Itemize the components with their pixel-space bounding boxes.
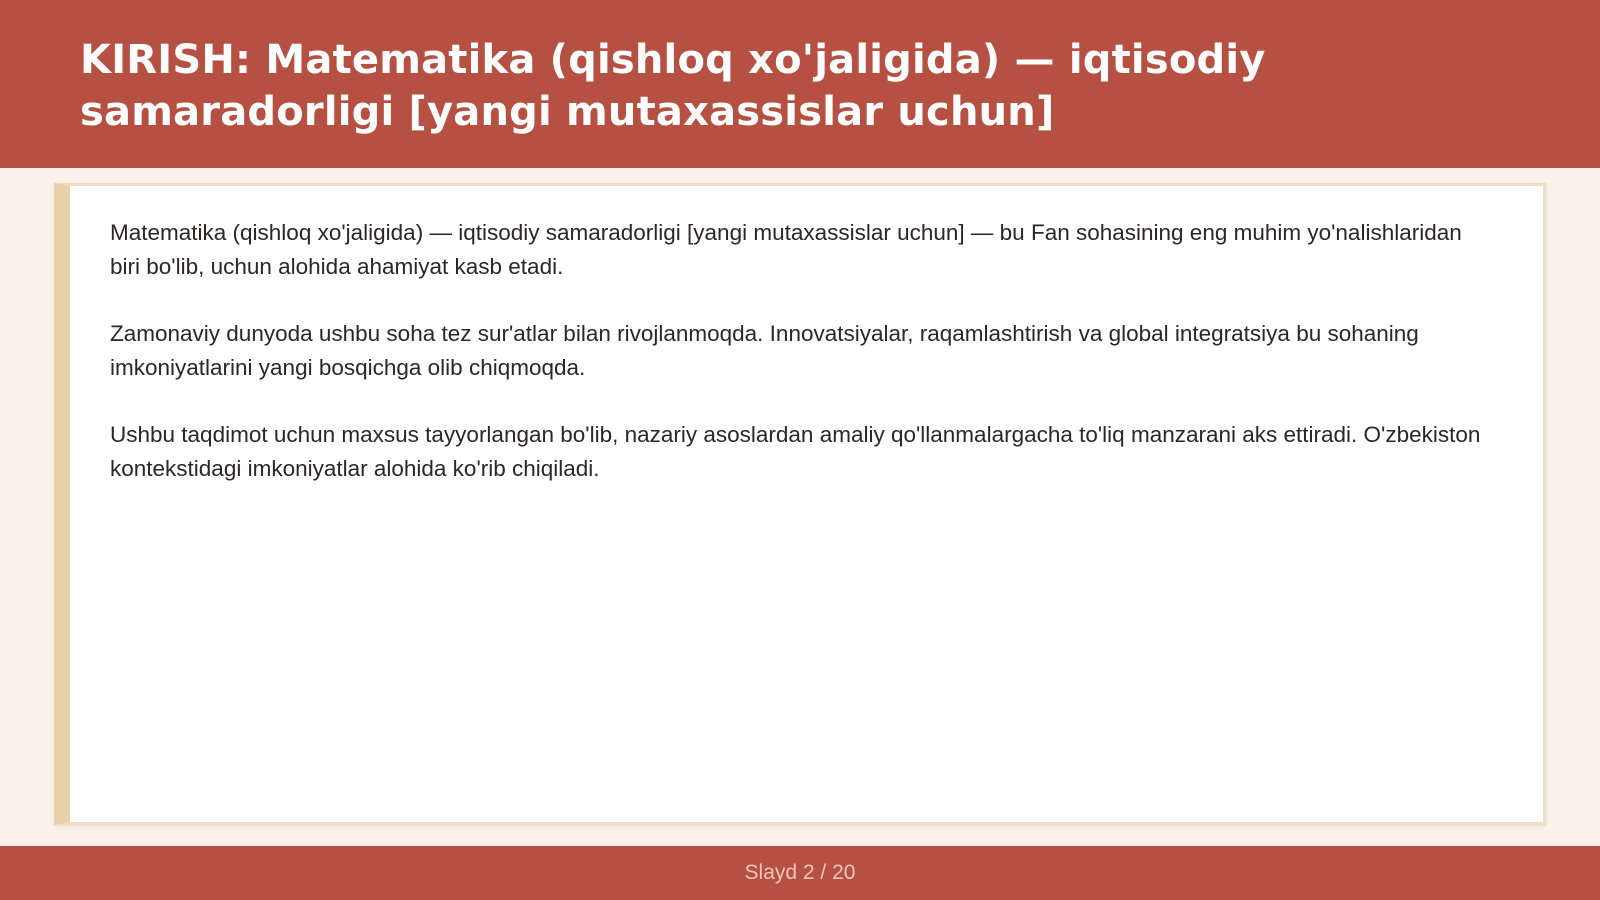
paragraph-intro: Matematika (qishloq xo'jaligida) — iqtisodiy samaradorligi [yangi mutaxassislar uchun] — bu Fan sohasining eng muhim yo'nalishlaridan biri bo'lib, uchun alohida ahamiyat kasb etadi. <box>110 220 1462 279</box>
paragraph-presentation: Ushbu taqdimot uchun maxsus tayyorlangan bo'lib, nazariy asoslardan amaliy qo'llanmalargacha to'liq manzarani aks ettiradi. O'zbekiston kontekstidagi imkoniyatlar alohida ko'rib chiqiladi. <box>110 422 1481 481</box>
slide-title: KIRISH: Matematika (qishloq xo'jaligida) — iqtisodiy samaradorligi [yangi mutaxassislar uchun] <box>80 37 1266 135</box>
paragraph-modern-world: Zamonaviy dunyoda ushbu soha tez sur'atlar bilan rivojlanmoqda. Innovatsiyalar, raqamlashtirish va global integratsiya bu sohaning imkoniyatlarini yangi bosqichga olib chiqmoqda. <box>110 321 1419 380</box>
content-card <box>54 183 1546 825</box>
slide-counter: Slayd 2 / 20 <box>744 861 856 884</box>
slide-header <box>0 0 1600 168</box>
slide-footer <box>0 846 1600 900</box>
